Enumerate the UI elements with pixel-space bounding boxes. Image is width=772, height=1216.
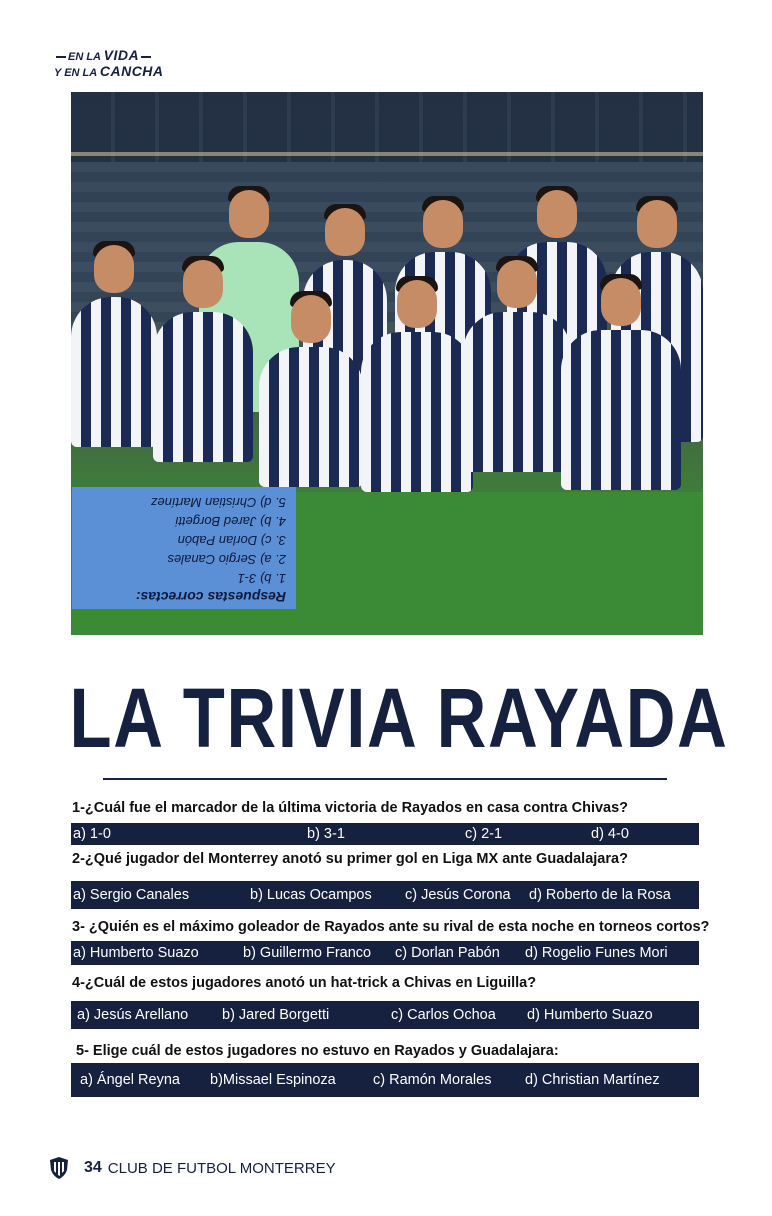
option-5c: c) Ramón Morales	[373, 1072, 492, 1088]
options-bar-3	[71, 941, 699, 965]
option-1a: a) 1-0	[73, 826, 111, 842]
brand-line2-pre: Y EN LA	[54, 67, 97, 79]
answer-4: 4. b) Jared Borgetti	[175, 514, 286, 529]
option-3b: b) Guillermo Franco	[243, 945, 372, 961]
options-bar-4	[71, 1001, 699, 1029]
option-2b: b) Lucas Ocampos	[250, 887, 372, 903]
page-footer	[48, 1155, 336, 1181]
option-2a: a) Sergio Canales	[73, 887, 190, 903]
brand-line1-big: VIDA	[103, 47, 140, 63]
answers-title: Respuestas correctas:	[135, 589, 286, 605]
question-5: 5- Elige cuál de estos jugadores no estuvo en Rayados y Guadalajara:	[76, 1043, 559, 1059]
answer-2: 2. a) Sergio Canales	[167, 552, 286, 567]
brand-logo	[54, 47, 164, 79]
question-3: 3- ¿Quién es el máximo goleador de Rayados ante su rival de esta noche en torneos cortos?	[72, 919, 710, 935]
option-4d: d) Humberto Suazo	[527, 1007, 653, 1023]
brand-line2-big: CANCHA	[99, 63, 164, 79]
option-1c: c) 2-1	[465, 826, 503, 842]
player	[153, 312, 253, 462]
club-name: CLUB DE FUTBOL MONTERREY	[107, 1159, 336, 1177]
answers-box	[72, 487, 296, 609]
player	[361, 332, 473, 492]
option-4a: a) Jesús Arellano	[77, 1007, 189, 1023]
player	[259, 347, 363, 487]
option-1b: b) 3-1	[307, 826, 345, 842]
option-5a: a) Ángel Reyna	[80, 1072, 180, 1088]
answer-5: 5. d) Christian Martínez	[150, 495, 286, 510]
option-5b: b)Missael Espinoza	[210, 1072, 336, 1088]
rayados-crest-icon	[48, 1156, 70, 1180]
options-bar-1	[71, 823, 699, 845]
page-title: LA TRIVIA RAYADA	[69, 671, 729, 765]
option-4b: b) Jared Borgetti	[222, 1007, 330, 1023]
stadium-lights	[71, 152, 703, 156]
page-number: 34	[84, 1159, 102, 1176]
options-bar-5	[71, 1063, 699, 1097]
question-4: 4-¿Cuál de estos jugadores anotó un hat-trick a Chivas en Liguilla?	[72, 975, 537, 991]
player	[463, 312, 571, 472]
option-3d: d) Rogelio Funes Mori	[525, 945, 668, 961]
option-4c: c) Carlos Ochoa	[391, 1007, 496, 1023]
answer-3: 3. c) Dorlan Pabón	[177, 533, 286, 548]
option-5d: d) Christian Martínez	[525, 1072, 660, 1088]
question-1: 1-¿Cuál fue el marcador de la última victoria de Rayados en casa contra Chivas?	[72, 800, 629, 816]
brand-line-1	[54, 48, 144, 64]
answer-1: 1. b) 3-1	[237, 571, 286, 586]
player	[71, 297, 157, 447]
options-bar-2	[71, 881, 699, 909]
option-3a: a) Humberto Suazo	[73, 945, 199, 961]
brand-line-2	[54, 63, 164, 80]
answers-flipped-content	[82, 493, 286, 606]
title-divider	[103, 778, 667, 780]
brand-dash	[56, 56, 66, 58]
brand-line1-pre: EN LA	[68, 51, 101, 63]
option-3c: c) Dorlan Pabón	[395, 945, 500, 961]
option-2c: c) Jesús Corona	[405, 887, 511, 903]
brand-dash	[141, 56, 151, 58]
option-1d: d) 4-0	[591, 826, 629, 842]
option-2d: d) Roberto de la Rosa	[529, 887, 671, 903]
question-2: 2-¿Qué jugador del Monterrey anotó su primer gol en Liga MX ante Guadalajara?	[72, 851, 628, 867]
player	[561, 330, 681, 490]
